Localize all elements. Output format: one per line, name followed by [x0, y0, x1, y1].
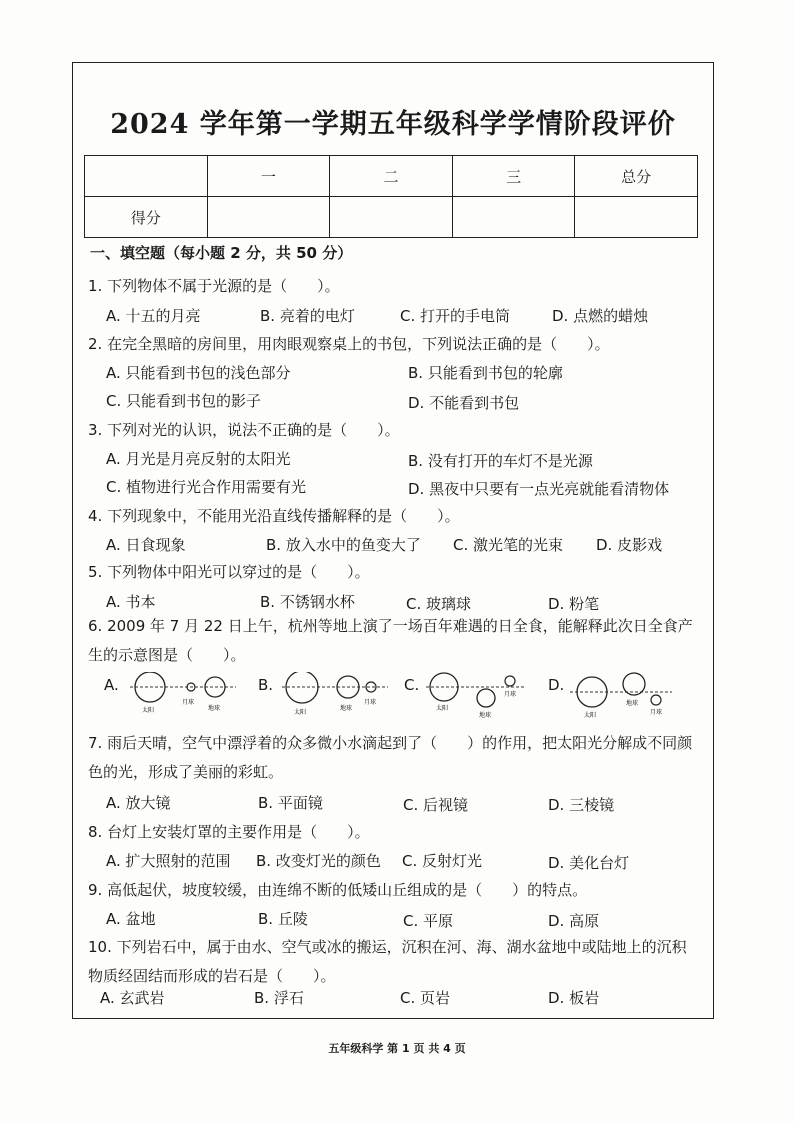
question-2-option-c[interactable]: C. 只能看到书包的影子: [106, 392, 262, 410]
question-2-option-a[interactable]: A. 只能看到书包的浅色部分: [106, 364, 291, 382]
question-5-option-c[interactable]: C. 玻璃球: [406, 595, 472, 613]
score-cell-total[interactable]: [575, 197, 698, 238]
question-2-stem: 2. 在完全黑暗的房间里，用肉眼观察桌上的书包，下列说法正确的是（ ）。: [88, 335, 610, 353]
score-header-total: 总分: [575, 156, 698, 197]
page-footer: 五年级科学 第 1 页 共 4 页: [328, 1042, 466, 1055]
question-8-option-c[interactable]: C. 反射灯光: [402, 852, 483, 870]
question-10-option-a[interactable]: A. 玄武岩: [100, 989, 165, 1007]
question-1-stem: 1. 下列物体不属于光源的是（ ）。: [88, 277, 340, 295]
score-row-label: 得分: [85, 197, 208, 238]
label-sun: 太阳: [142, 707, 155, 714]
question-6-stem: 6. 2009 年 7 月 22 日上午，杭州等地上演了一场百年难遇的日全食，能解释此次日全食产生的示意图是（ ）。: [88, 617, 693, 664]
eclipse-diagram-a: [128, 672, 238, 722]
question-4-option-b[interactable]: B. 放入水中的鱼变大了: [266, 536, 421, 554]
question-9-option-c[interactable]: C. 平原: [403, 912, 454, 930]
question-8-option-a[interactable]: A. 扩大照射的范围: [106, 852, 231, 870]
label-moon: 月球: [504, 691, 517, 698]
question-2-option-b[interactable]: B. 只能看到书包的轮廓: [408, 364, 563, 382]
eclipse-diagram-c: [424, 672, 534, 722]
question-4-option-c[interactable]: C. 激光笔的光束: [453, 536, 564, 554]
question-8-option-d[interactable]: D. 美化台灯: [548, 854, 630, 872]
score-table-score-row: [85, 197, 698, 238]
question-6-option-c[interactable]: C.: [404, 676, 420, 694]
question-8-option-b[interactable]: B. 改变灯光的颜色: [256, 852, 381, 870]
question-3-option-a[interactable]: A. 月光是月亮反射的太阳光: [106, 450, 291, 468]
score-header-2: 二: [330, 156, 453, 197]
score-header-1: 一: [207, 156, 330, 197]
label-sun: 太阳: [436, 705, 449, 712]
question-10-option-c[interactable]: C. 页岩: [400, 989, 451, 1007]
question-3-option-b[interactable]: B. 没有打开的车灯不是光源: [408, 452, 593, 470]
question-10-option-d[interactable]: D. 板岩: [548, 989, 600, 1007]
question-9-option-b[interactable]: B. 丘陵: [258, 910, 308, 928]
question-5-stem: 5. 下列物体中阳光可以穿过的是（ ）。: [88, 563, 370, 581]
question-10-stem: 10. 下列岩石中，属于由水、空气或冰的搬运，沉积在河、海、湖水盆地中或陆地上的沉积物质经固结而形成的岩石是（ ）。: [88, 938, 687, 985]
question-7-stem: 7. 雨后天晴，空气中漂浮着的众多微小水滴起到了（ ）的作用，把太阳光分解成不同颜色的光，形成了美丽的彩虹。: [88, 734, 693, 781]
question-4-stem: 4. 下列现象中，不能用光沿直线传播解释的是（ ）。: [88, 507, 460, 525]
question-9-option-a[interactable]: A. 盆地: [106, 910, 156, 928]
question-5-option-b[interactable]: B. 不锈钢水杯: [260, 593, 355, 611]
eclipse-diagram-d: [568, 672, 678, 722]
label-moon: 月球: [182, 699, 195, 706]
question-2-option-d[interactable]: D. 不能看到书包: [408, 394, 520, 412]
question-1-option-b[interactable]: B. 亮着的电灯: [260, 307, 355, 325]
score-header-blank: [85, 156, 208, 197]
score-table: [84, 155, 698, 238]
question-9-option-d[interactable]: D. 高原: [548, 912, 600, 930]
question-3-option-c[interactable]: C. 植物进行光合作用需要有光: [106, 478, 307, 496]
label-earth: 地球: [340, 705, 353, 712]
question-4-option-d[interactable]: D. 皮影戏: [596, 536, 663, 554]
question-7-option-d[interactable]: D. 三棱镜: [548, 796, 615, 814]
question-1-option-a[interactable]: A. 十五的月亮: [106, 307, 201, 325]
question-4-option-a[interactable]: A. 日食现象: [106, 536, 186, 554]
question-5-option-a[interactable]: A. 书本: [106, 593, 156, 611]
question-6-option-a[interactable]: A.: [104, 676, 119, 694]
question-5-option-d[interactable]: D. 粉笔: [548, 595, 600, 613]
question-6-option-d[interactable]: D.: [548, 676, 565, 694]
label-earth: 地球: [626, 700, 639, 707]
label-earth: 地球: [208, 705, 221, 712]
question-8-stem: 8. 台灯上安装灯罩的主要作用是（ ）。: [88, 823, 370, 841]
question-1-option-d[interactable]: D. 点燃的蜡烛: [552, 307, 649, 325]
question-10-option-b[interactable]: B. 浮石: [254, 989, 304, 1007]
score-cell-2[interactable]: [330, 197, 453, 238]
label-moon: 月球: [364, 699, 377, 706]
eclipse-diagram-b: [280, 672, 390, 722]
question-1-option-c[interactable]: C. 打开的手电筒: [400, 307, 511, 325]
score-table-header-row: [85, 156, 698, 197]
question-7-option-c[interactable]: C. 后视镜: [403, 796, 469, 814]
exam-title: 2024 学年第一学期五年级科学学情阶段评价: [110, 109, 676, 140]
question-3-option-d[interactable]: D. 黑夜中只要有一点光亮就能看清物体: [408, 480, 670, 498]
question-7-option-b[interactable]: B. 平面镜: [258, 794, 323, 812]
label-earth: 地球: [479, 712, 492, 719]
question-9-stem: 9. 高低起伏，坡度较缓，由连绵不断的低矮山丘组成的是（ ）的特点。: [88, 881, 588, 899]
label-sun: 太阳: [584, 712, 597, 719]
question-6-option-b[interactable]: B.: [258, 676, 274, 694]
label-moon: 月球: [650, 709, 663, 716]
question-3-stem: 3. 下列对光的认识，说法不正确的是（ ）。: [88, 421, 400, 439]
score-header-3: 三: [452, 156, 575, 197]
score-cell-1[interactable]: [207, 197, 330, 238]
section-heading: 一、填空题（每小题 2 分，共 50 分）: [90, 244, 353, 262]
score-cell-3[interactable]: [452, 197, 575, 238]
label-sun: 太阳: [294, 709, 307, 716]
question-7-option-a[interactable]: A. 放大镜: [106, 794, 171, 812]
